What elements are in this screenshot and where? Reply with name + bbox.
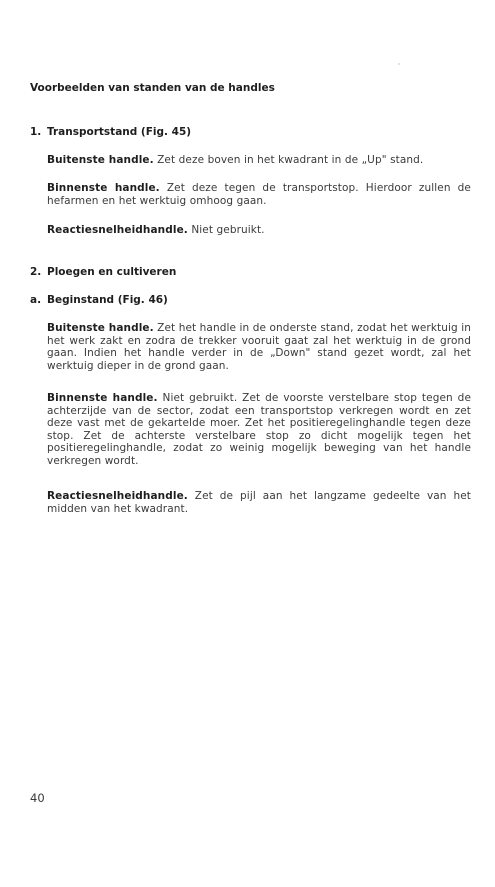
paragraph-binnenste-handle-begin	[47, 392, 471, 467]
paragraph-buitenste-handle-begin	[47, 322, 471, 372]
section-title: Ploegen en cultiveren	[47, 266, 177, 278]
paragraph-term: Reactiesnelheidhandle.	[47, 490, 188, 502]
paragraph-binnenste-handle-transport	[47, 182, 471, 207]
paragraph-term: Buitenste handle.	[47, 322, 154, 334]
paragraph-term: Binnenste handle.	[47, 182, 160, 194]
paragraph-buitenste-handle-transport	[47, 154, 471, 167]
paragraph-term: Binnenste handle.	[47, 392, 158, 404]
section-title: Beginstand (Fig. 46)	[47, 294, 168, 306]
section-number: 2.	[30, 266, 42, 278]
paragraph-reactiesnelheidhandle-transport	[47, 224, 471, 237]
section-title: Transportstand (Fig. 45)	[47, 126, 192, 138]
section-number: 1.	[30, 126, 42, 138]
section-heading-ploegen	[30, 266, 176, 278]
section-number: a.	[30, 294, 42, 306]
section-heading-transportstand	[30, 126, 191, 138]
paragraph-text: Zet deze tegen de transportstop. Hierdoor zullen de hefarmen en het werktuig omhoog gaan.	[47, 182, 471, 207]
paragraph-text: Niet gebruikt. Zet de voorste verstelbare stop tegen de achterzijde van de sector, zodat een transportstop verkregen wordt en zet deze vast met de gekartelde moer. Zet het positieregelinghandle tegen deze stop. Zet de achterste verstelbare stop zo dicht mogelijk tegen het positieregelinghandle, zodat zo weinig mogelijk beweging van het handle verkregen wordt.	[47, 392, 471, 467]
paragraph-text: Niet gebruikt.	[187, 224, 265, 236]
paragraph-text: Zet het handle in de onderste stand, zodat het werktuig in het werk zakt en zodra de trekker vooruit gaat zal het werktuig in de grond gaan. Indien het handle verder in de „Down" stand gezet wordt, zal het werktuig dieper in de grond gaan.	[47, 322, 471, 372]
stray-mark: '	[398, 62, 400, 70]
page-number: 40	[30, 791, 45, 805]
section-heading-beginstand	[30, 294, 168, 306]
paragraph-text: Zet de pijl aan het langzame gedeelte van het midden van het kwadrant.	[47, 490, 471, 515]
paragraph-term: Buitenste handle.	[47, 154, 154, 166]
paragraph-term: Reactiesnelheidhandle.	[47, 224, 188, 236]
paragraph-reactiesnelheidhandle-begin	[47, 490, 471, 515]
page-title: Voorbeelden van standen van de handles	[30, 82, 275, 94]
paragraph-text: Zet deze boven in het kwadrant in de „Up" stand.	[153, 154, 424, 166]
